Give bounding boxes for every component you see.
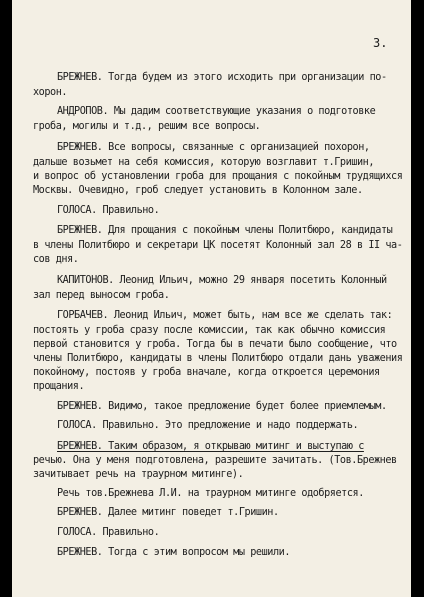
- text-line: АНДРОПОВ. Мы дадим соответствующие указания о подготовке: [57, 106, 376, 117]
- text-line: БРЕЖНЕВ. Видимо, такое предложение будет более приемлемым.: [57, 401, 387, 412]
- text-line: сов дня.: [33, 254, 79, 265]
- text-line: БРЕЖНЕВ. Далее митинг поведет т.Гришин.: [57, 507, 279, 518]
- text-line: БРЕЖНЕВ. Все вопросы, связанные с организацией похорон,: [57, 142, 370, 153]
- text-line: речью. Она у меня подготовлена, разрешите зачитать. (Тов.Брежнев: [33, 455, 397, 466]
- text-line: БРЕЖНЕВ. Тогда будем из этого исходить при организации по-: [57, 72, 387, 83]
- text-line: хорон.: [33, 87, 68, 98]
- text-line: БРЕЖНЕВ. Таким образом, я открываю митинг и выступаю с: [57, 441, 364, 452]
- document-page: [12, 0, 411, 597]
- text-line: покойному, постояв у гроба вначале, когда откроется церемония: [33, 367, 380, 378]
- text-line: в члены Политбюро и секретари ЦК посетят Колонный зал 28 в II ча-: [33, 240, 403, 251]
- text-line: прощания.: [33, 381, 85, 392]
- page-number: 3.: [373, 36, 388, 50]
- text-line: ГОРБАЧЕВ. Леонид Ильич, может быть, нам все же сделать так:: [57, 310, 393, 321]
- text-line: КАПИТОНОВ. Леонид Ильич, можно 29 января посетить Колонный: [57, 275, 387, 286]
- text-line: БРЕЖНЕВ. Тогда с этим вопросом мы решили.: [57, 547, 291, 558]
- text-line: зачитывает речь на траурном митинге).: [33, 469, 244, 480]
- text-line: Москвы. Очевидно, гроб следует установить в Колонном зале.: [33, 185, 363, 196]
- text-line: зал перед выносом гроба.: [33, 290, 170, 301]
- text-line: ГОЛОСА. Правильно.: [57, 205, 160, 216]
- text-line: и вопрос об установлении гроба для прощания с покойным трудящихся: [33, 171, 403, 182]
- text-line: БРЕЖНЕВ. Для прощания с покойным члены Политбюро, кандидаты: [57, 225, 393, 236]
- text-line: ГОЛОСА. Правильно. Это предложение и надо поддержать.: [57, 420, 359, 431]
- text-line: постоять у гроба сразу после комиссии, так как обычно комиссия: [33, 325, 386, 336]
- text-line: ГОЛОСА. Правильно.: [57, 527, 160, 538]
- text-line: первой становится у гроба. Тогда бы в печати было сообщение, что: [33, 339, 397, 350]
- transcript-text: [12, 0, 411, 597]
- text-line: Речь тов.Брежнева Л.И. на траурном митинге одобряется.: [57, 488, 364, 499]
- text-line: дальше возьмет на себя комиссия, которую возглавит т.Гришин,: [33, 157, 375, 168]
- text-line: гроба, могилы и т.д., решим все вопросы.: [33, 121, 261, 132]
- text-line: члены Политбюро, кандидаты в члены Политбюро отдали дань уважения: [33, 353, 403, 364]
